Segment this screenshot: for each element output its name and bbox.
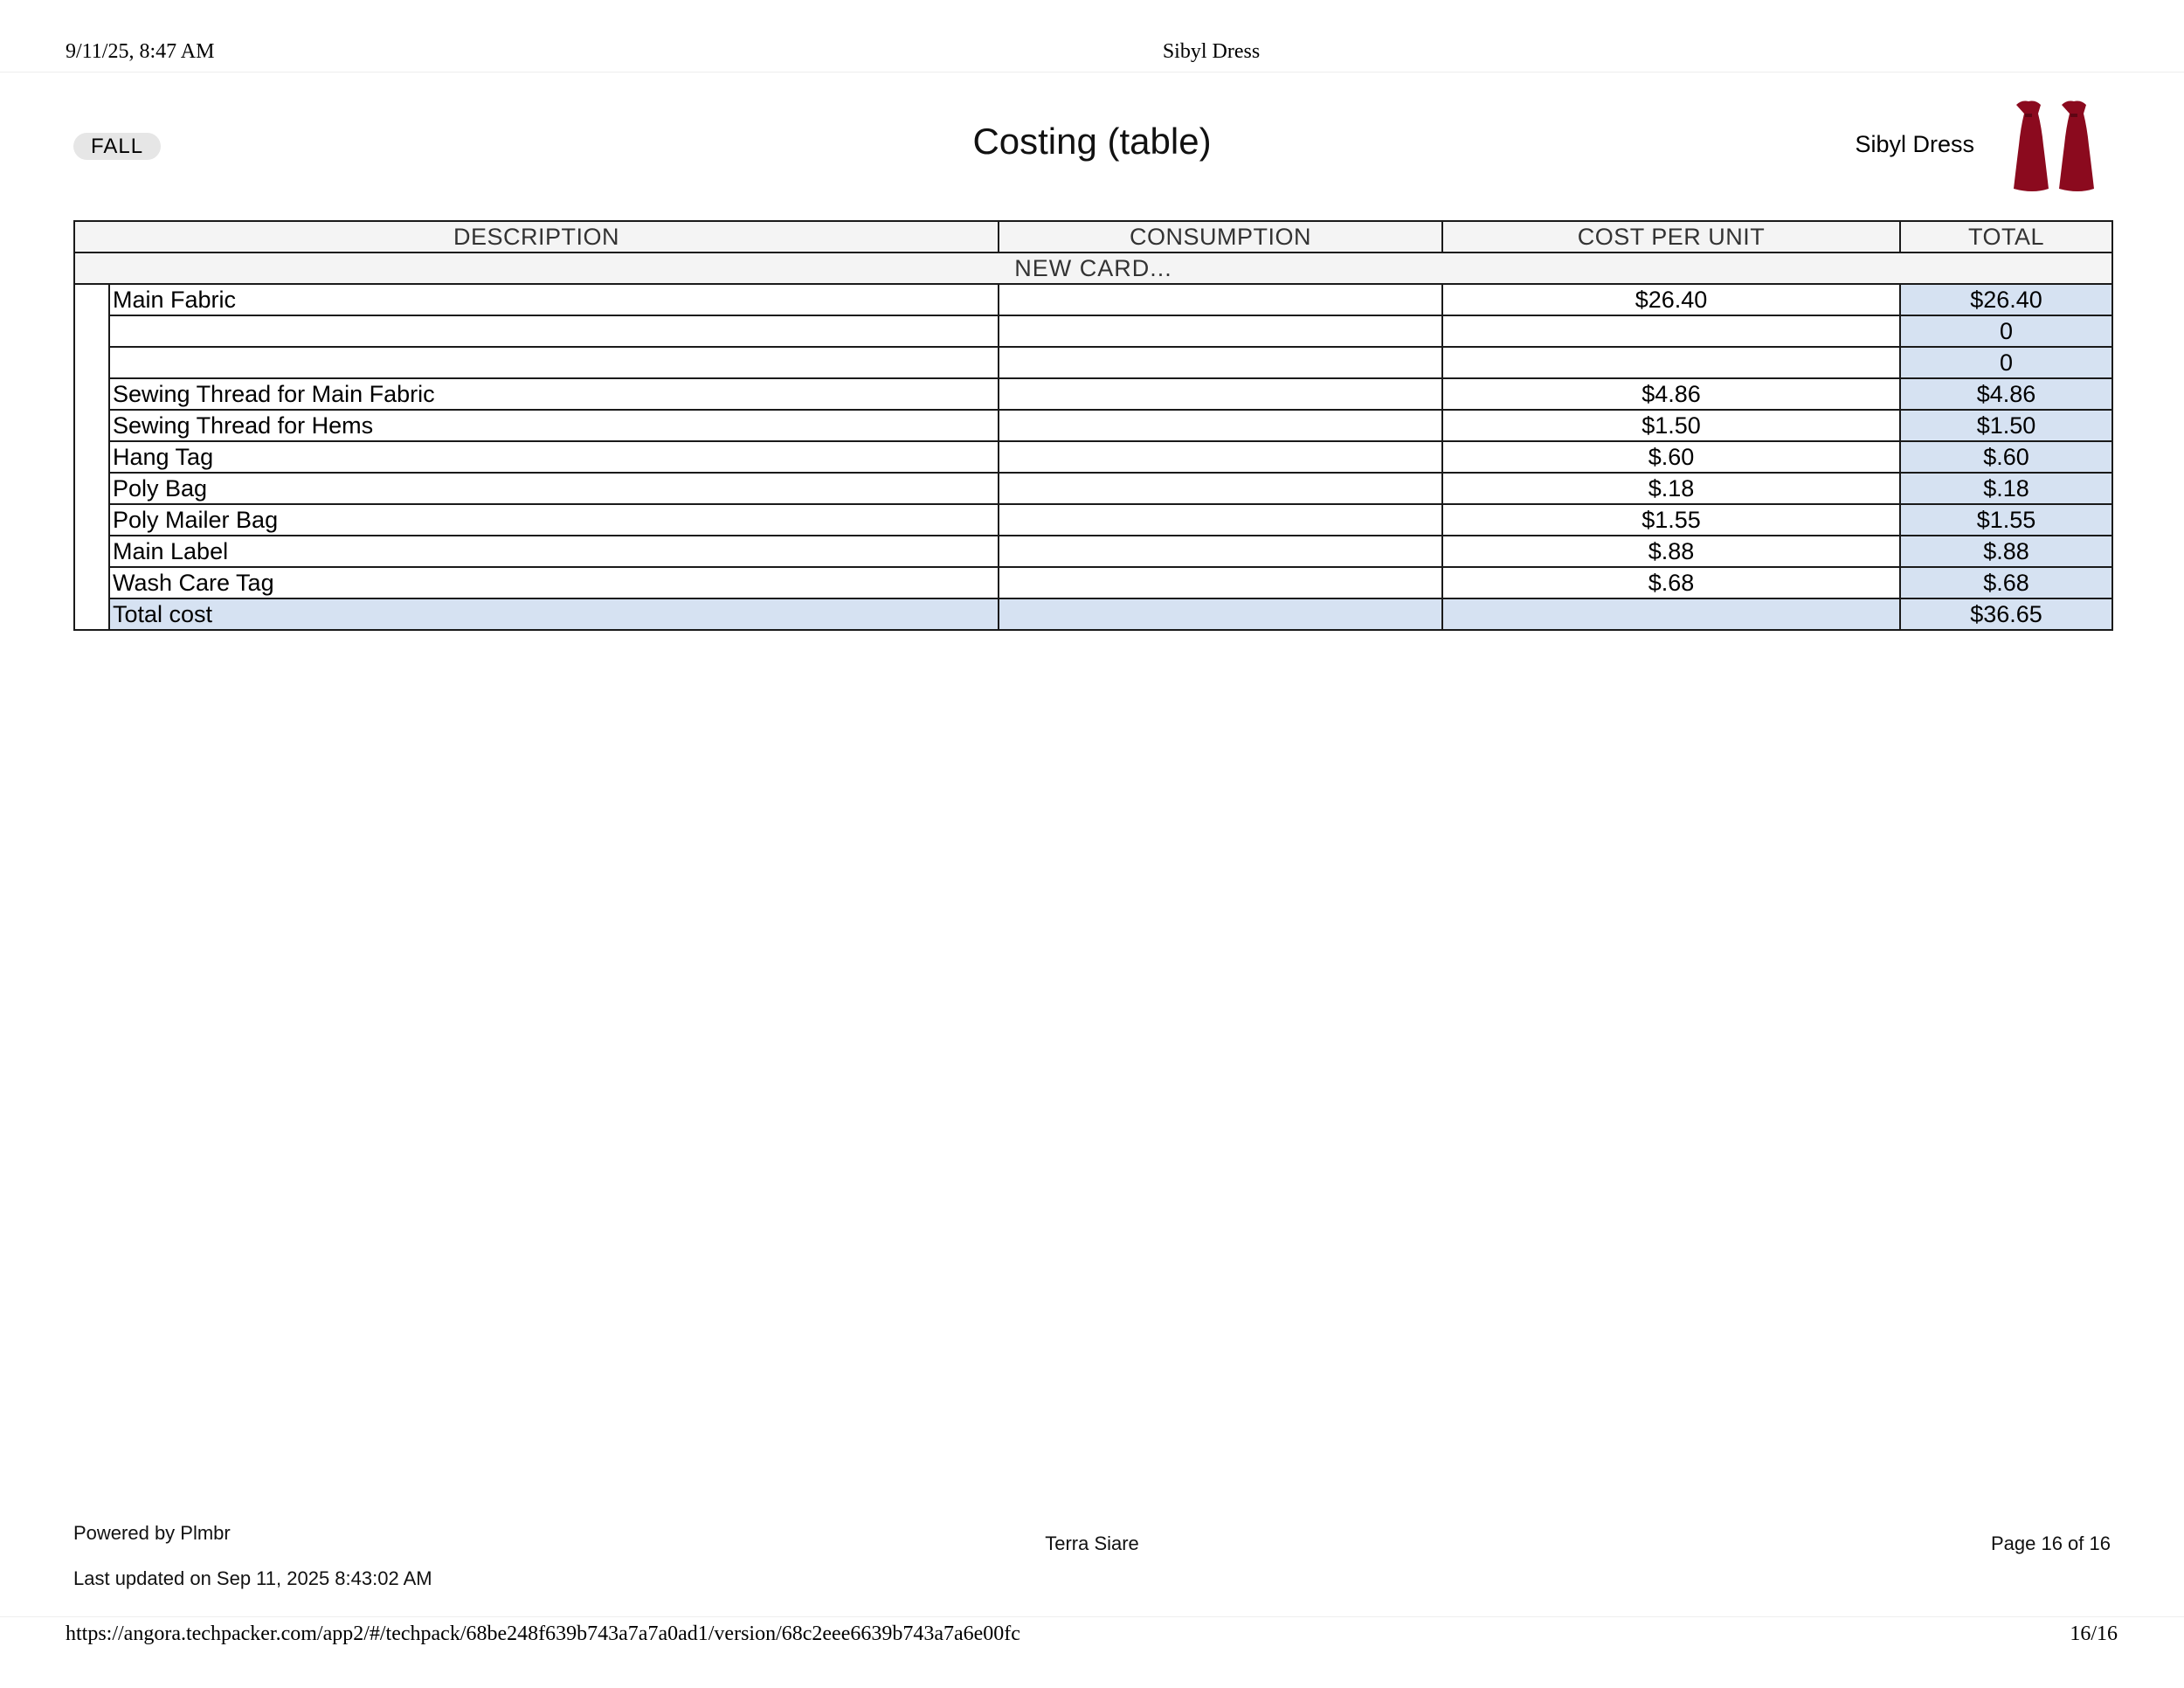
powered-by: Powered by Plmbr bbox=[73, 1522, 231, 1544]
cell-total: $1.55 bbox=[1900, 504, 2112, 536]
cell-consumption bbox=[999, 347, 1442, 378]
table-row bbox=[74, 378, 2112, 410]
table-row bbox=[74, 410, 2112, 441]
cell-description: Sewing Thread for Hems bbox=[109, 410, 999, 441]
cell-consumption bbox=[999, 504, 1442, 536]
print-datetime: 9/11/25, 8:47 AM bbox=[66, 40, 215, 63]
cell-cost-per-unit: $.88 bbox=[1442, 536, 1900, 567]
cell-consumption bbox=[999, 441, 1442, 473]
table-row bbox=[74, 567, 2112, 598]
cell-cost-per-unit: $.60 bbox=[1442, 441, 1900, 473]
cell-cost-per-unit: $1.55 bbox=[1442, 504, 1900, 536]
row-indent bbox=[74, 315, 109, 347]
total-cost-per-unit-empty bbox=[1442, 598, 1900, 630]
dress-icon bbox=[2008, 98, 2104, 196]
style-name: Sibyl Dress bbox=[1855, 131, 1974, 157]
col-header-description: DESCRIPTION bbox=[74, 221, 999, 253]
cell-cost-per-unit: $.18 bbox=[1442, 473, 1900, 504]
cell-cost-per-unit bbox=[1442, 347, 1900, 378]
cell-cost-per-unit: $26.40 bbox=[1442, 284, 1900, 315]
dress-thumbnail bbox=[2008, 98, 2104, 196]
group-row bbox=[74, 253, 2112, 284]
footer-divider bbox=[0, 1616, 2184, 1617]
row-indent bbox=[74, 598, 109, 630]
table-row bbox=[74, 315, 2112, 347]
row-indent bbox=[74, 536, 109, 567]
cell-consumption bbox=[999, 536, 1442, 567]
cell-total: $.60 bbox=[1900, 441, 2112, 473]
cell-cost-per-unit: $4.86 bbox=[1442, 378, 1900, 410]
group-label: NEW CARD... bbox=[74, 253, 2112, 284]
cell-consumption bbox=[999, 378, 1442, 410]
row-indent bbox=[74, 378, 109, 410]
row-indent bbox=[74, 473, 109, 504]
total-cost-value: $36.65 bbox=[1900, 598, 2112, 630]
table-header-row bbox=[74, 221, 2112, 253]
total-consumption-empty bbox=[999, 598, 1442, 630]
cell-consumption bbox=[999, 567, 1442, 598]
print-title: Sibyl Dress bbox=[1162, 40, 1261, 63]
cell-description: Poly Bag bbox=[109, 473, 999, 504]
cell-description: Wash Care Tag bbox=[109, 567, 999, 598]
table-row bbox=[74, 504, 2112, 536]
col-header-cost-per-unit: COST PER UNIT bbox=[1442, 221, 1900, 253]
row-indent bbox=[74, 410, 109, 441]
header-divider bbox=[0, 72, 2184, 73]
cell-cost-per-unit: $1.50 bbox=[1442, 410, 1900, 441]
season-badge: FALL bbox=[73, 133, 161, 160]
cell-total: 0 bbox=[1900, 315, 2112, 347]
table-row bbox=[74, 284, 2112, 315]
cell-total: $.68 bbox=[1900, 567, 2112, 598]
cell-total: $.18 bbox=[1900, 473, 2112, 504]
cell-description bbox=[109, 347, 999, 378]
col-header-total: TOTAL bbox=[1900, 221, 2112, 253]
cell-consumption bbox=[999, 315, 1442, 347]
cell-total: 0 bbox=[1900, 347, 2112, 378]
cell-total: $.88 bbox=[1900, 536, 2112, 567]
row-indent bbox=[74, 441, 109, 473]
table-row bbox=[74, 347, 2112, 378]
cell-total: $26.40 bbox=[1900, 284, 2112, 315]
cell-total: $1.50 bbox=[1900, 410, 2112, 441]
total-cost-label: Total cost bbox=[109, 598, 999, 630]
row-indent bbox=[74, 347, 109, 378]
cell-cost-per-unit bbox=[1442, 315, 1900, 347]
last-updated: Last updated on Sep 11, 2025 8:43:02 AM bbox=[73, 1567, 432, 1589]
print-url: https://angora.techpacker.com/app2/#/techpack/68be248f639b743a7a7a0ad1/version/68c2eee6639b743a7a6e00fc bbox=[66, 1622, 1020, 1645]
cell-description: Hang Tag bbox=[109, 441, 999, 473]
cell-consumption bbox=[999, 284, 1442, 315]
cell-description: Poly Mailer Bag bbox=[109, 504, 999, 536]
cell-description: Sewing Thread for Main Fabric bbox=[109, 378, 999, 410]
total-cost-row bbox=[74, 598, 2112, 630]
print-page-number: 16/16 bbox=[2070, 1622, 2118, 1645]
cell-description bbox=[109, 315, 999, 347]
cell-description: Main Label bbox=[109, 536, 999, 567]
cell-cost-per-unit: $.68 bbox=[1442, 567, 1900, 598]
table-row bbox=[74, 536, 2112, 567]
company-name: Terra Siare bbox=[1045, 1532, 1139, 1554]
row-indent bbox=[74, 284, 109, 315]
cell-consumption bbox=[999, 410, 1442, 441]
cell-consumption bbox=[999, 473, 1442, 504]
table-row bbox=[74, 473, 2112, 504]
cell-total: $4.86 bbox=[1900, 378, 2112, 410]
page-info: Page 16 of 16 bbox=[1990, 1532, 2111, 1554]
costing-table bbox=[73, 220, 2113, 631]
row-indent bbox=[74, 504, 109, 536]
table-row bbox=[74, 441, 2112, 473]
page-title: Costing (table) bbox=[972, 121, 1212, 162]
row-indent bbox=[74, 567, 109, 598]
col-header-consumption: CONSUMPTION bbox=[999, 221, 1442, 253]
cell-description: Main Fabric bbox=[109, 284, 999, 315]
